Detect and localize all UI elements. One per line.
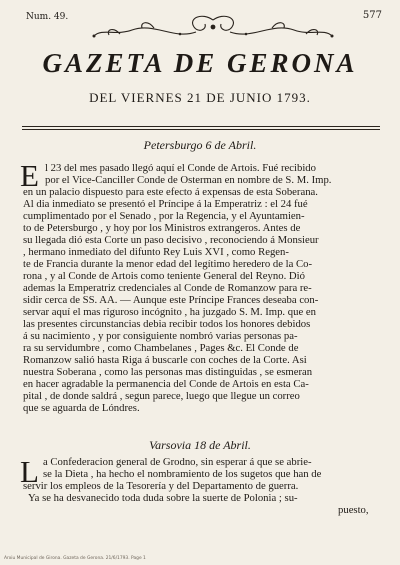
text-line: se la Dieta , ha hecho el nombramiento de los sugetos que han de: [43, 468, 322, 480]
text-line: ra su servidumbre , como Chambelanes , Pages &c. El Conde de: [23, 342, 299, 354]
text-line: por el Vice-Canciller Conde de Osterman en nombre de S. M. Imp.: [45, 174, 332, 186]
text-line: te de Francia durante la menor edad del legítimo heredero de la Co-: [23, 258, 313, 270]
header-rule: [22, 126, 380, 127]
text-line: cumplimentado por el Senado , por la Regencia, y el Ayuntamien-: [23, 210, 305, 222]
text-line: servir los empleos de la Tesorería y del Departamento de guerra.: [23, 480, 299, 492]
text-line: Romanzow salió hasta Riga á buscarle con coches de la Corte. Asi: [23, 354, 307, 366]
text-line: a Confederacion general de Grodno, sin esperar á que se abrie-: [43, 456, 312, 468]
archive-footer: Arxiu Municipal de Girona. Gazeta de Gerona. 21/6/1793. Page 1: [4, 556, 146, 561]
page-number: 577: [362, 10, 382, 21]
text-line: sidir cerca de SS. AA. — Aunque este Príncipe Frances deseaba con-: [23, 294, 319, 306]
text-line: nuestra Soberana , como las personas mas distinguidas , se esmeran: [23, 366, 313, 378]
text-line: Al dia inmediato se presentó el Príncipe á la Emperatriz : el 24 fué: [23, 198, 308, 210]
text-line: que se aguarda de Lóndres.: [23, 402, 140, 414]
text-line: Ya se ha desvanecido toda duda sobre la suerte de Polonia ; su-: [28, 492, 298, 504]
text-line: pital , de donde saldrá , segun parece, luego que llegue un correo: [23, 390, 300, 402]
text-line: á su nacimiento , y por consiguiente nombró varias personas pa-: [23, 330, 298, 342]
publication-date: DEL VIERNES 21 DE JUNIO 1793.: [89, 90, 311, 105]
article-heading: Petersburgo 6 de Abril.: [143, 138, 257, 152]
drop-cap: L: [20, 454, 39, 489]
drop-cap: E: [20, 158, 39, 193]
text-line: en hacer agradable la permanencia del Conde de Artois en esta Ca-: [23, 378, 309, 390]
header-rule-thin: [22, 129, 380, 130]
article-heading: Varsovia 18 de Abril.: [149, 438, 251, 452]
masthead-ornament: [84, 14, 342, 44]
text-line: las presentes circunstancias debia recibir todos los honores debidos: [23, 318, 311, 330]
text-line: rona , y al Conde de Artois como teniente General del Reyno. Dió: [23, 270, 305, 282]
text-line: su llegada dió esta Corte un paso decisivo , reconociendo á Monsieur: [23, 234, 319, 246]
text-line: to de Petersburgo , y hoy por los Ministros extrangeros. Antes de: [23, 222, 301, 234]
text-line: servar aquí el mas riguroso incógnito , ha juzgado S. M. Imp. que en: [23, 306, 316, 318]
text-line: , hermano inmediato del difunto Rey Luis XVI , como Regen-: [23, 246, 289, 258]
text-line: en un palacio dispuesto para este efecto á expensas de esta Soberana.: [23, 186, 318, 198]
text-line: l 23 del mes pasado llegó aquí el Conde de Artois. Fué recibido: [45, 162, 316, 174]
text-line: puesto,: [338, 504, 369, 516]
newspaper-title: GAZETA DE GERONA: [42, 48, 358, 78]
issue-number: Num. 49.: [26, 12, 69, 22]
text-line: ademas la Emperatriz credenciales al Conde de Romanzow para re-: [23, 282, 312, 294]
